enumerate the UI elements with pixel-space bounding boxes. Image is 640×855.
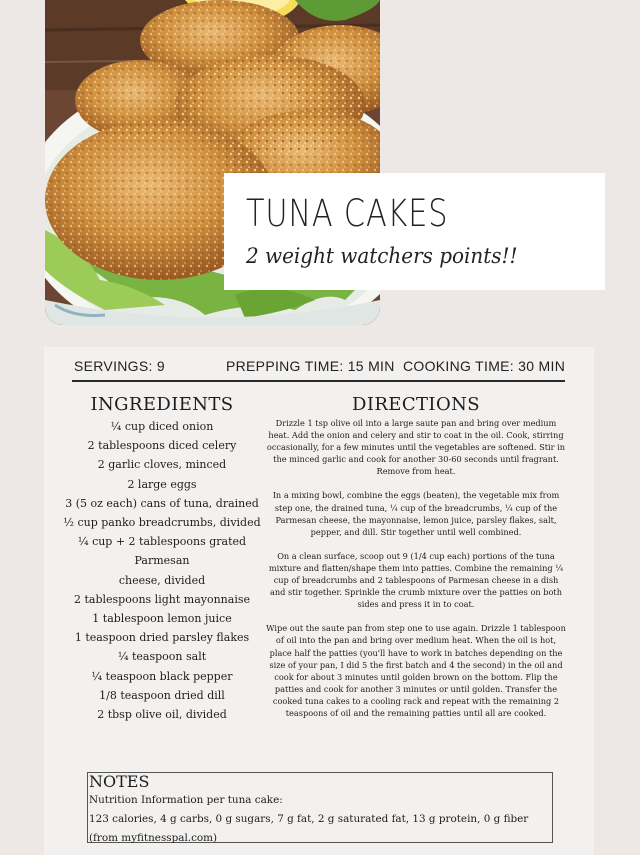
ingredient-item: 2 large eggs — [127, 477, 197, 491]
prep-time: PREPPING TIME: 15 MIN — [226, 358, 395, 374]
ingredient-item: ½ cup panko breadcrumbs, divided — [63, 516, 261, 530]
direction-step: Drizzle 1 tsp olive oil into a large saute pan and bring over medium heat. Add the onion and celery and stir to coat in the oil. Cook, stirring occasionally, for a few minutes until the vegetables are softened. Stir in the minced garlic and cook for another 30-60 seconds until fragrant. Remove from heat. — [266, 418, 566, 477]
ingredient-item: ¼ cup diced onion — [110, 420, 214, 433]
direction-step: Wipe out the saute pan from step one to use again. Drizzle 1 tablespoon of oil into the pan and bring over medium heat. When the oil is hot, place half the patties (you'll have to work in batches depending on the size of your pan, I did 5 the first batch and 4 the second) in the oil and cook for about 3 minutes until golden brown on the bottom. Flip the patties and cook for another 3 minutes or until golden. Transfer the cooked tuna cakes to a cooling rack and repeat with the remaining 2 teaspoons of oil and the remaining patties until all are cooked. — [266, 623, 566, 718]
directions-heading: DIRECTIONS — [352, 394, 480, 415]
notes-line: 123 calories, 4 g carbs, 0 g sugars, 7 g fat, 2 g saturated fat, 13 g protein, 0 g fiber (from myfitnesspal.com) — [89, 813, 529, 844]
ingredient-item: ¼ cup + 2 tablespoons grated Parmesan — [77, 535, 247, 568]
notes-line: Nutrition Information per tuna cake: — [89, 794, 283, 806]
title-card — [224, 173, 605, 290]
recipe-title: TUNA CAKES — [246, 192, 449, 235]
ingredient-item: 2 tablespoons diced celery — [87, 439, 237, 453]
ingredients-list — [58, 417, 266, 724]
cook-time: COOKING TIME: 30 MIN — [403, 358, 566, 374]
ingredient-item: 2 garlic cloves, minced — [97, 458, 227, 472]
direction-step: On a clean surface, scoop out 9 (1/4 cup each) portions of the tuna mixture and flatten/shape them into patties. Combine the remaining ¼ cup of breadcrumbs and 2 tablespoons of Parmesan cheese in a dish and stir together. Sprinkle the crumb mixture over the patties on both sides and press it in to coat. — [268, 550, 564, 610]
ingredient-item: 3 (5 oz each) cans of tuna, drained — [65, 496, 259, 510]
notes-heading: NOTES — [89, 772, 150, 791]
recipe-meta — [74, 358, 564, 382]
ingredient-item: 1 teaspoon dried parsley flakes — [74, 631, 250, 645]
ingredient-item: 1 tablespoon lemon juice — [92, 612, 232, 626]
servings: SERVINGS: 9 — [74, 358, 165, 374]
ingredients-heading: INGREDIENTS — [90, 394, 234, 415]
recipe-subtitle: 2 weight watchers points!! — [246, 244, 518, 268]
direction-step: In a mixing bowl, combine the eggs (beaten), the vegetable mix from step one, the drained tuna, ¼ cup of the breadcrumbs, ¼ cup of the Parmesan cheese, the mayonnaise, lemon juice, parsley flakes, salt, pepper, and dill. Stir together until well combined. — [272, 490, 560, 537]
ingredient-item: ¼ teaspoon black pepper — [91, 669, 233, 683]
notes-box — [87, 772, 553, 843]
ingredient-item: cheese, divided — [118, 573, 206, 587]
ingredients-section — [58, 394, 266, 724]
ingredient-item: 1/8 teaspoon dried dill — [99, 688, 225, 702]
ingredient-item: ¼ teaspoon salt — [117, 650, 207, 664]
recipe-card — [44, 347, 594, 855]
directions-section — [266, 394, 566, 731]
ingredient-item: 2 tbsp olive oil, divided — [97, 708, 227, 722]
meta-divider — [72, 380, 565, 382]
ingredient-item: 2 tablespoons light mayonnaise — [73, 592, 250, 606]
